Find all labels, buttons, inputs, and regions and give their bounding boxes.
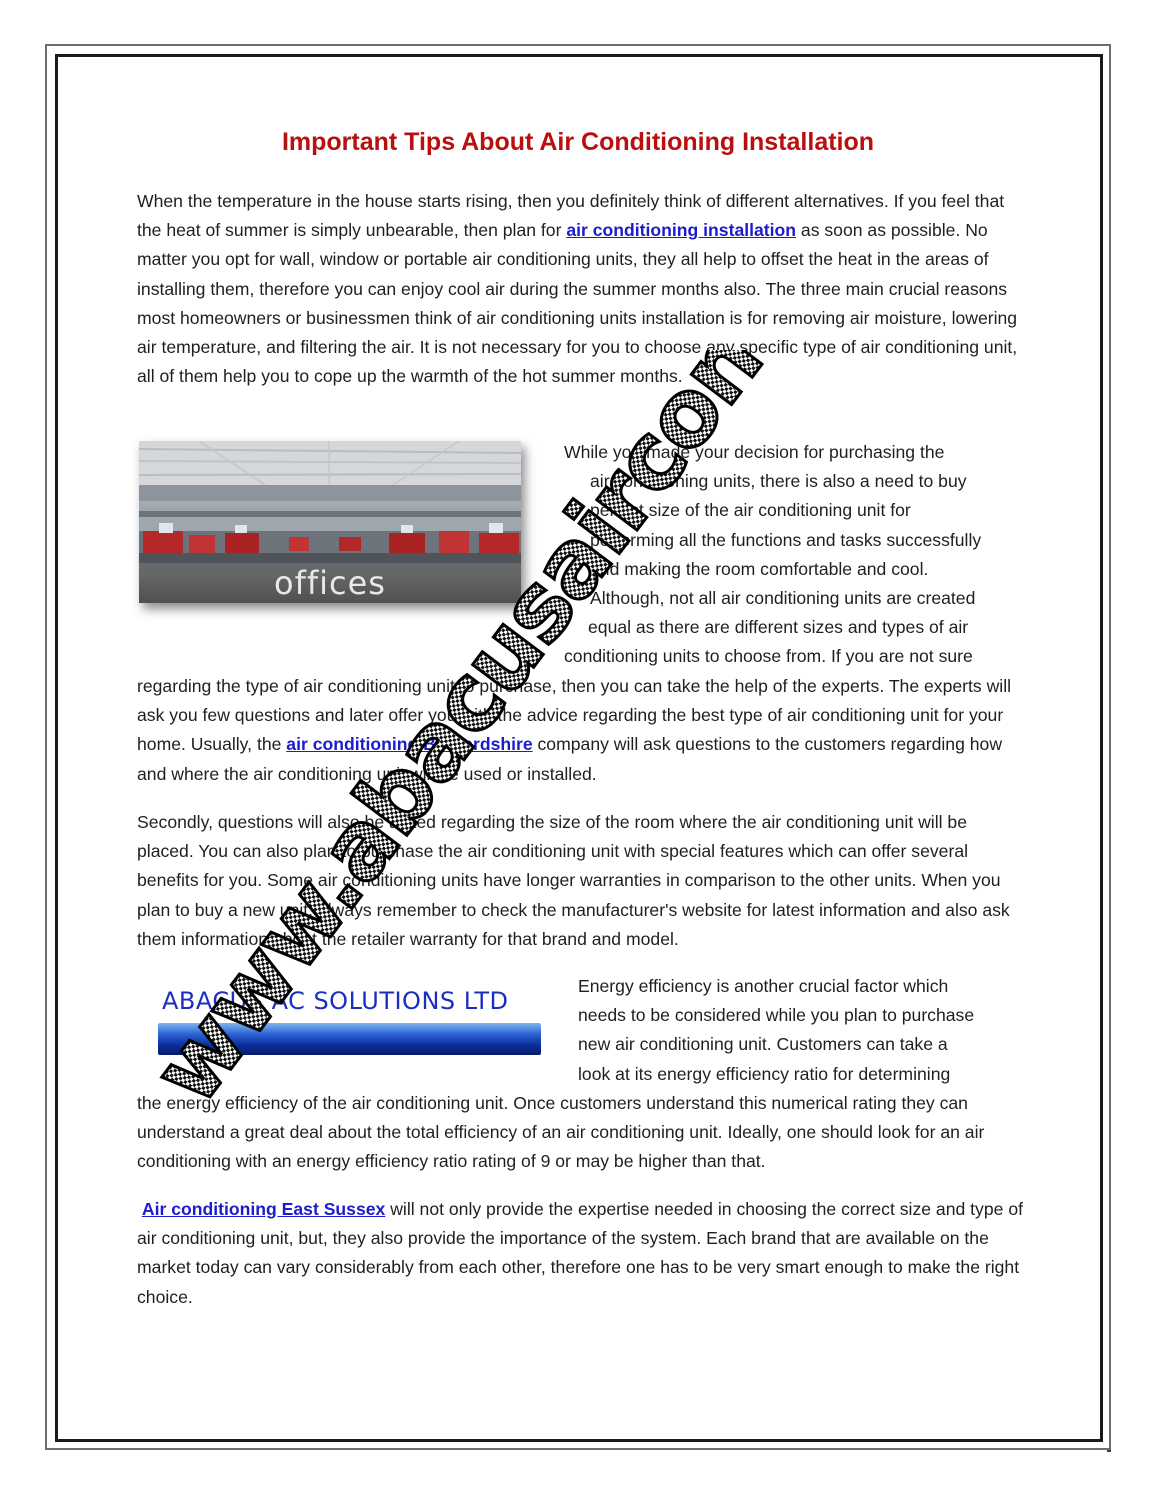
paragraph-sizes-text-after: company will ask questions to the customers regarding how and where the air conditioning unit will be used or installed. [137,734,1003,784]
paragraph-line: look at its energy efficiency ratio for determining [578,1063,951,1084]
paragraph-line: equal as there are different sizes and types of air [588,617,969,638]
paragraph-line: Energy efficiency is another crucial factor which [578,976,949,996]
paragraph-line: conditioning units to choose from. If you are not sure [564,646,973,667]
paragraph-efficiency-rest: the energy efficiency of the air conditioning unit. Once customers understand this numerical rating they can understand a great deal about the total efficiency of an air conditioning unit. Ideally, one should look for an air conditioning with an energy efficiency ratio rating of 9 or may be higher than that. [137,1093,985,1172]
paragraph-intro-text-after: as soon as possible. No matter you opt for wall, window or portable air conditioning units, they all help to offset the heat in the areas of installing them, therefore you can enjoy cool air during the summer months also. The three main crucial reasons most homeowners or businessmen think of air conditioning units installation is for removing air moisture, lowering air temperature, and filtering the air. It is not necessary for you to choose any specific type of air conditioning unit, all of them help you to cope up the warmth of the hot summer months. [137,220,1018,387]
paragraph-sizes-rest [137,672,1027,789]
offices-image [139,441,521,603]
paragraph-efficiency-side [578,972,1028,1089]
air-conditioning-bedfordshire-link[interactable]: air conditioning Bedfordshire [286,734,533,755]
abacus-logo-bar [158,1023,541,1055]
page-title: Important Tips About Air Conditioning Installation [281,128,875,156]
paragraph-sizes-text-before: regarding the type of air conditioning unit to purchase, then you can take the help of the experts. The experts will ask you few questions and later offer you with the advice regarding the best type of air conditioning unit for your home. Usually, the [137,676,1012,755]
paragraph-features: Secondly, questions will also be asked regarding the size of the room where the air conditioning unit will be placed. You can also plan to purchase the air conditioning unit with special features which can offer several benefits for you. Some air conditioning units have longer warranties in comparison to the other units. When you plan to buy a new unit, always remember to check the manufacturer's website for latest information and also ask them information about the retailer warranty for that brand and model. [137,812,1010,949]
abacus-logo [156,985,542,1059]
abacus-logo-text: ABACUS AC SOLUTIONS LTD [162,987,509,1015]
paragraph-line: air conditioning units, there is also a need to buy [590,471,967,492]
office-image-caption: offices [274,564,386,602]
paragraph-east-sussex-text: will not only provide the expertise needed in choosing the correct size and type of air conditioning unit, but, they also provide the importance of the system. Each brand that are available on the market today can vary considerably from each other, therefore one has to be very smart enough to make the right choice. [137,1199,1023,1307]
paragraph-east-sussex [137,1195,1027,1312]
paragraph-sizes-side [564,438,1024,672]
air-conditioning-installation-link[interactable]: air conditioning installation [566,220,797,241]
paragraph-line: performing all the functions and tasks successfully [590,529,982,550]
air-conditioning-east-sussex-link[interactable]: Air conditioning East Sussex [141,1199,386,1219]
office-ceiling-graphic [139,441,521,501]
paragraph-line: perfect size of the air conditioning unit for [590,500,911,521]
paragraph-line: While you made your decision for purchasing the [564,442,945,462]
paragraph-intro-text-before: When the temperature in the house starts rising, then you definitely think of different alternatives. If you feel that the heat of summer is simply unbearable, then plan for [137,191,1005,241]
paragraph-line: and making the room comfortable and cool. [590,558,929,579]
paragraph-line: new air conditioning unit. Customers can take a [578,1034,948,1055]
paragraph-intro [137,187,1027,391]
paragraph-line: needs to be considered while you plan to purchase [578,1005,975,1026]
paragraph-line: Although, not all air conditioning units are created [590,588,976,609]
office-desks-graphic [139,511,521,571]
